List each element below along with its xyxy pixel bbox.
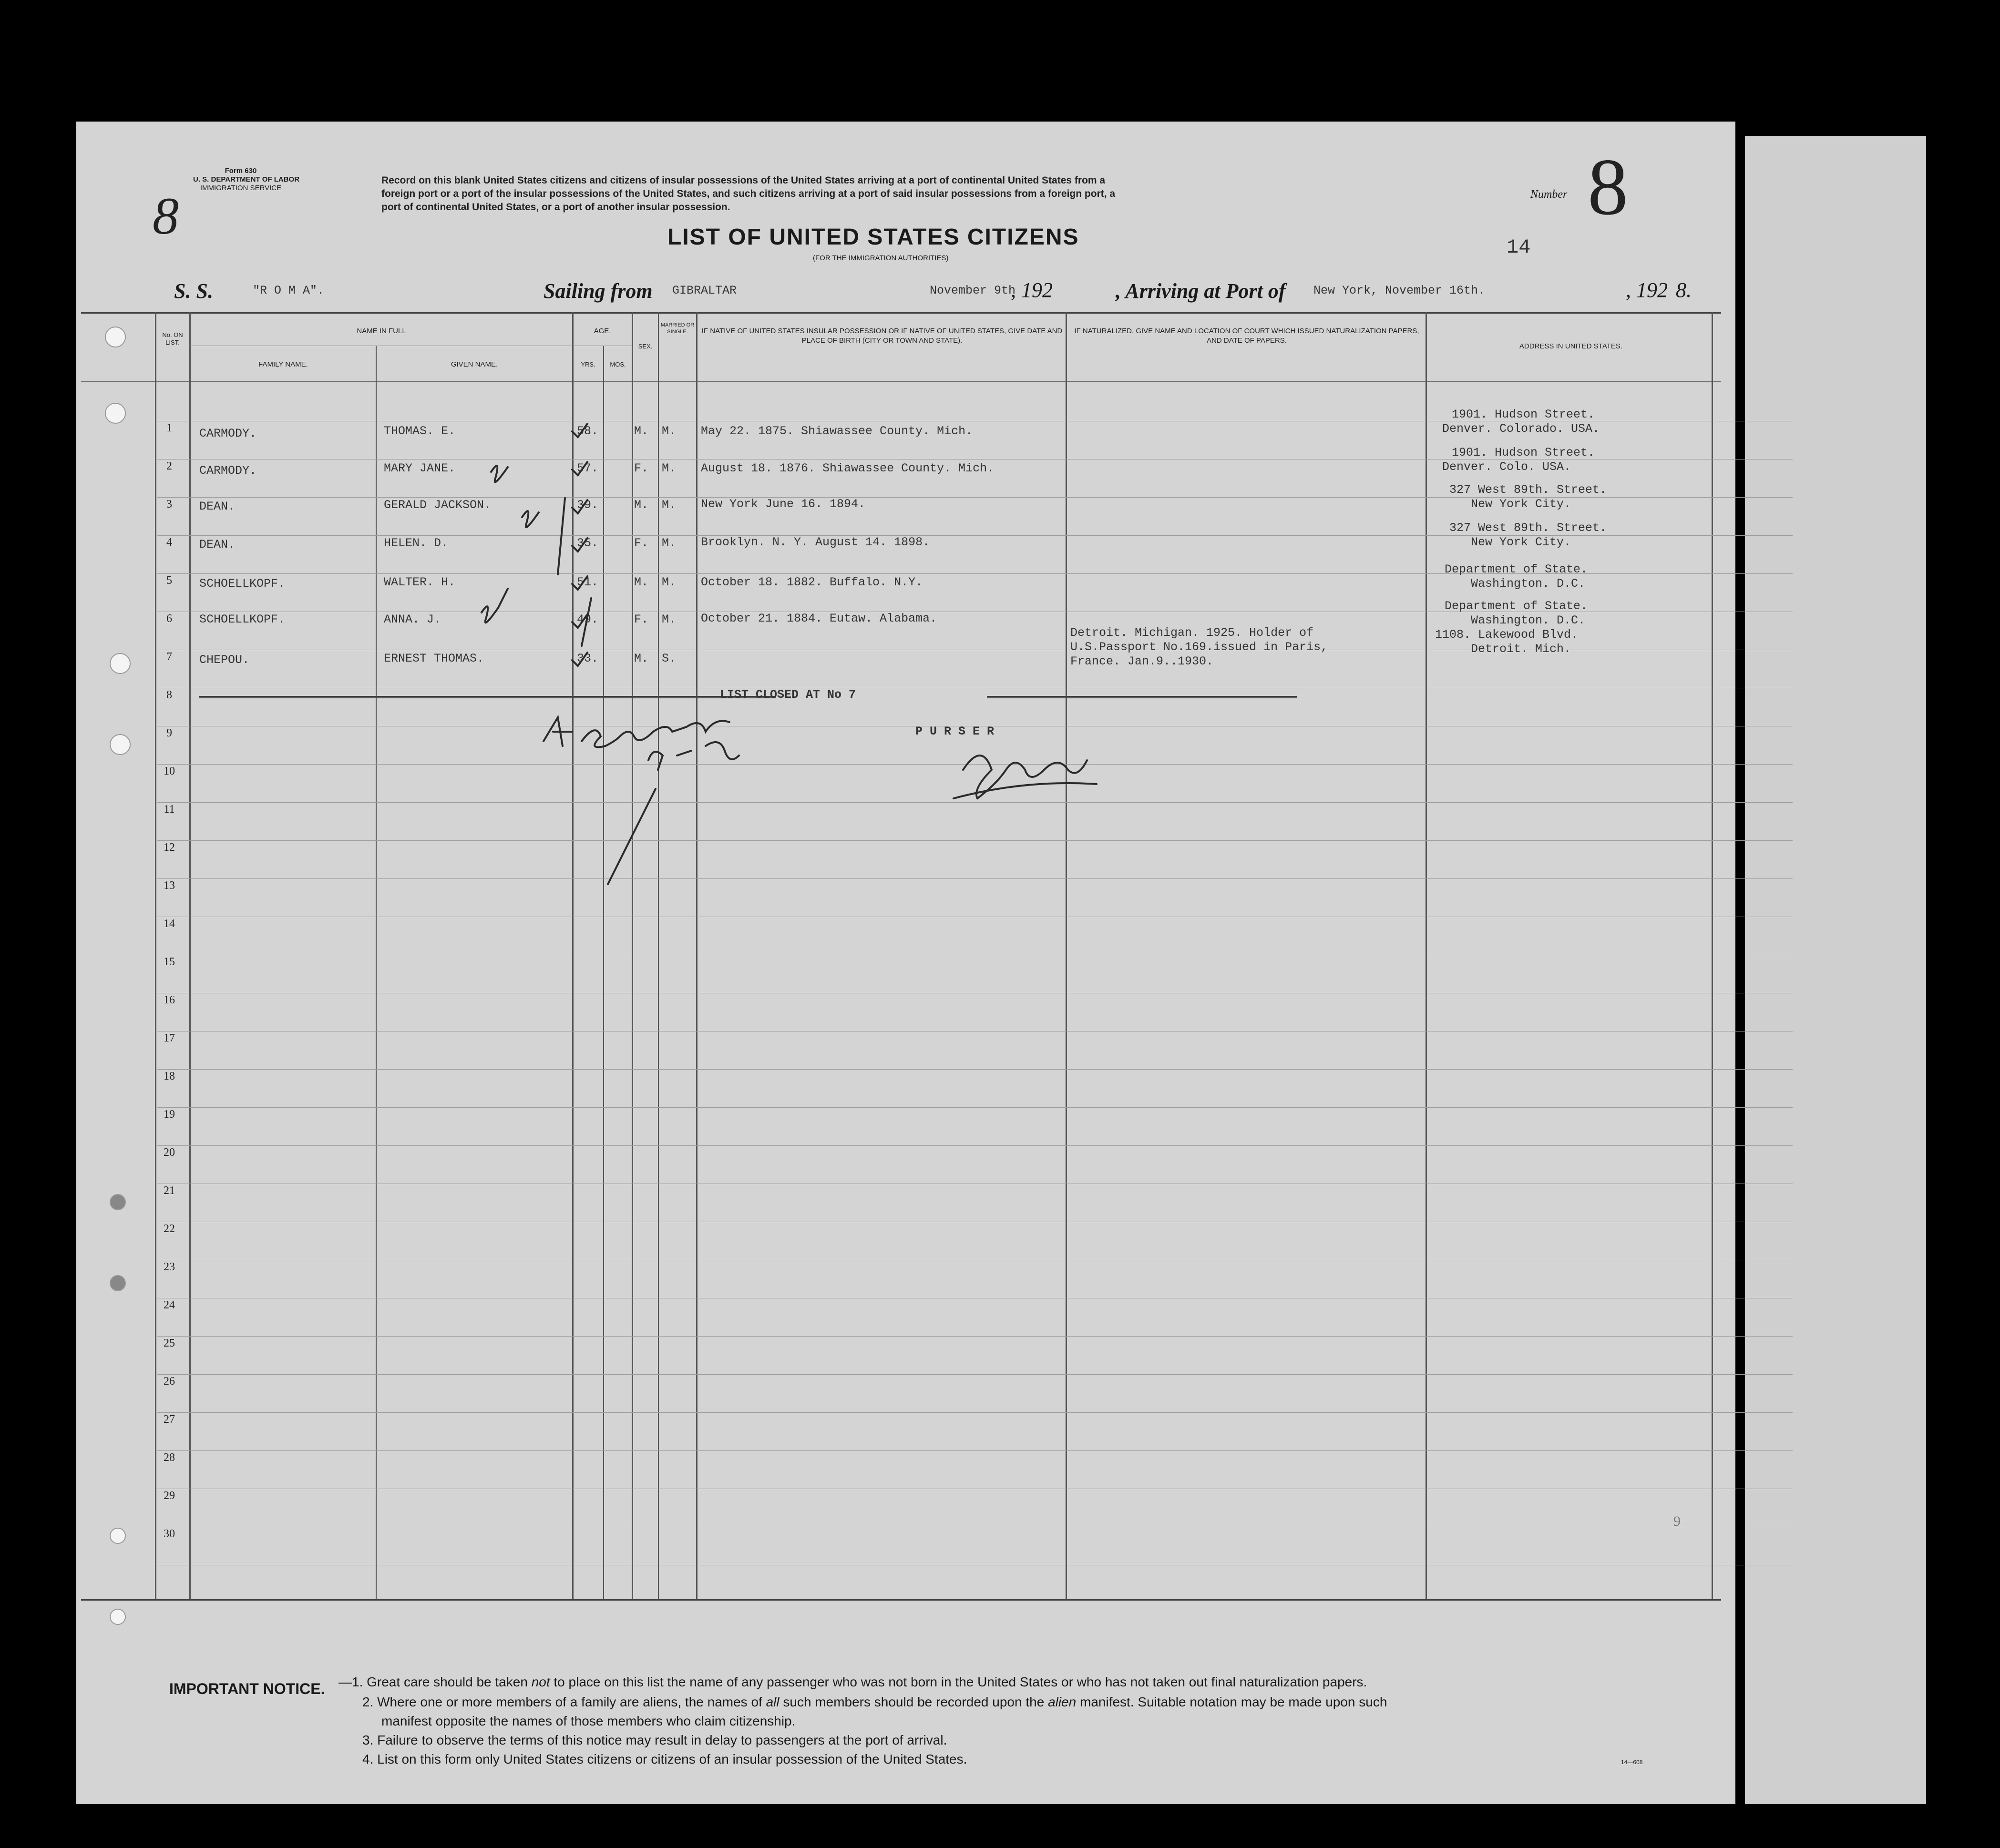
notice-item-2-cont: manifest opposite the names of those members who claim citizenship.	[381, 1714, 796, 1728]
sex: M.	[634, 575, 649, 589]
marital-status: M.	[662, 461, 677, 475]
row-number: 16	[164, 994, 175, 1006]
marital-status: M.	[662, 575, 677, 589]
row-number: 27	[164, 1413, 175, 1426]
row-number: 25	[164, 1337, 175, 1349]
address-line: Denver. Colorado. USA.	[1442, 422, 1600, 436]
row-number: 4	[166, 536, 172, 549]
row-number: 14	[164, 918, 175, 930]
arrival-port-date: New York, November 16th.	[1313, 284, 1486, 297]
sex: F.	[634, 613, 649, 626]
col-header-mos: MOS.	[610, 361, 626, 368]
col-header-yrs: YRS.	[581, 361, 595, 368]
address-line: Department of State.	[1445, 599, 1588, 613]
row-number: 9	[166, 727, 172, 739]
given-name: ERNEST THOMAS.	[384, 652, 484, 665]
row-number: 5	[166, 574, 172, 587]
family-name: DEAN.	[199, 500, 236, 513]
col-header-given: GIVEN NAME.	[451, 360, 498, 368]
row-number: 6	[166, 613, 172, 625]
sex: F.	[634, 461, 649, 475]
year-prefix-2: , 192	[1626, 278, 1668, 302]
check-mark	[572, 500, 587, 513]
page-mark: 8	[153, 187, 179, 245]
row-number: 29	[164, 1490, 175, 1502]
row-number: 20	[164, 1146, 175, 1159]
page-title: LIST OF UNITED STATES CITIZENS	[667, 225, 1079, 250]
check-mark	[572, 462, 587, 475]
row-number: 26	[164, 1375, 175, 1388]
departure-port: GIBRALTAR	[672, 284, 737, 297]
birth-info: October 21. 1884. Eutaw. Alabama.	[701, 612, 937, 625]
birth-info: May 22. 1875. Shiawassee County. Mich.	[701, 424, 973, 438]
given-name: HELEN. D.	[384, 536, 449, 550]
col-header-family: FAMILY NAME.	[258, 360, 308, 368]
number-value: 8	[1588, 142, 1628, 232]
row-number: 13	[164, 879, 175, 892]
address-line: 1901. Hudson Street.	[1452, 408, 1595, 421]
binder-hole	[110, 653, 131, 674]
handwriting-overlay	[76, 122, 1735, 1804]
row-number: 7	[166, 651, 172, 663]
col-header-naturalized: IF NATURALIZED, GIVE NAME AND LOCATION OF COURT WHICH ISSUED NATURALIZATION PAPERS, AND DATE OF PAPERS.	[1074, 327, 1419, 345]
row-number: 19	[164, 1108, 175, 1121]
sailing-date: November 9th	[930, 284, 1016, 297]
age-years: 49.	[577, 613, 599, 626]
row-number: 30	[164, 1528, 175, 1540]
address-line: Denver. Colo. USA.	[1442, 460, 1571, 474]
check-mark	[572, 424, 587, 437]
facing-page-edge	[1745, 136, 1926, 1804]
row-number: 21	[164, 1184, 175, 1197]
address-line: 1108. Lakewood Blvd.	[1435, 628, 1579, 642]
marital-status: M.	[662, 536, 677, 550]
col-header-age: AGE.	[594, 327, 611, 335]
col-header-address: ADDRESS IN UNITED STATES.	[1519, 342, 1623, 350]
form-number: Form 630	[225, 167, 257, 175]
naturalization-line: U.S.Passport No.169.issued in Paris,	[1070, 640, 1328, 654]
col-header-birth: IF NATIVE OF UNITED STATES INSULAR POSSESSION OR IF NATIVE OF UNITED STATES, GIVE DATE AND PLACE OF BIRTH (CITY OR TOWN AND STATE).	[701, 327, 1063, 345]
notice-item-4: 4. List on this form only United States citizens or citizens of an insular possession of the United States.	[362, 1752, 967, 1766]
row-number: 17	[164, 1032, 175, 1044]
sex: M.	[634, 424, 649, 438]
manifest-sheet	[76, 122, 1735, 1804]
family-name: CHEPOU.	[199, 653, 250, 667]
given-name: ANNA. J.	[384, 613, 441, 626]
binder-hole	[105, 327, 126, 347]
form-code: 14—608	[1621, 1759, 1643, 1766]
given-name: WALTER. H.	[384, 575, 456, 589]
col-header-married: MARRIED OR SINGLE.	[660, 322, 695, 335]
number-label: Number	[1530, 188, 1568, 201]
address-line: New York City.	[1471, 497, 1571, 511]
check-mark	[572, 538, 587, 551]
age-years: 39.	[577, 498, 599, 512]
form-department: U. S. DEPARTMENT OF LABOR	[193, 175, 300, 184]
address-line: 327 West 89th. Street.	[1449, 521, 1607, 535]
family-name: CARMODY.	[199, 464, 257, 478]
family-name: SCHOELLKOPF.	[199, 613, 286, 626]
binder-hole	[110, 1528, 126, 1544]
naturalization-line: Detroit. Michigan. 1925. Holder of	[1070, 626, 1314, 640]
notice-item-1: —1. Great care should be taken not to place on this list the name of any passenger who was not born in the United States or who has not taken out final naturalization papers.	[338, 1674, 1367, 1689]
col-header-no: No. ON LIST.	[162, 331, 183, 346]
binder-hole	[105, 403, 126, 424]
notice-item-2: 2. Where one or more members of a family are aliens, the names of all such members should be recorded upon the alien manifest. Suitable notation may be made upon such	[362, 1695, 1387, 1709]
address-line: 327 West 89th. Street.	[1449, 483, 1607, 497]
ship-name: "R O M A".	[253, 284, 325, 297]
address-line: Washington. D.C.	[1471, 577, 1586, 591]
sex: M.	[634, 652, 649, 665]
birth-info: August 18. 1876. Shiawassee County. Mich.	[701, 461, 995, 475]
sailing-label: Sailing from	[544, 279, 653, 303]
row-number: 1	[166, 422, 172, 434]
sex: F.	[634, 536, 649, 550]
binder-hole	[110, 1609, 126, 1625]
address-line: Department of State.	[1445, 562, 1588, 576]
marital-status: M.	[662, 613, 677, 626]
birth-info: October 18. 1882. Buffalo. N.Y.	[701, 575, 923, 589]
age-years: 58.	[577, 424, 599, 438]
birth-info: Brooklyn. N. Y. August 14. 1898.	[701, 535, 930, 549]
given-name: THOMAS. E.	[384, 424, 456, 438]
address-line: Washington. D.C.	[1471, 613, 1586, 627]
sheet-extra-number: 14	[1507, 236, 1531, 259]
page-subtitle: (FOR THE IMMIGRATION AUTHORITIES)	[813, 254, 949, 262]
age-years: 35.	[577, 536, 599, 550]
age-years: 51.	[577, 575, 599, 589]
list-closed-text: LIST CLOSED AT No 7	[720, 688, 856, 702]
row-number: 24	[164, 1299, 175, 1311]
form-service: IMMIGRATION SERVICE	[200, 184, 282, 192]
family-name: CARMODY.	[199, 427, 257, 440]
col-header-name: NAME IN FULL	[357, 327, 406, 335]
year-prefix-1: , 192	[1011, 278, 1053, 302]
address-line: New York City.	[1471, 535, 1571, 549]
family-name: SCHOELLKOPF.	[199, 577, 286, 591]
row-number: 15	[164, 956, 175, 968]
age-years: 57.	[577, 461, 599, 475]
given-name: GERALD JACKSON.	[384, 498, 492, 512]
corner-mark: 9	[1673, 1513, 1681, 1529]
row-number: 22	[164, 1223, 175, 1235]
row-number: 10	[164, 765, 175, 777]
purser-label: P U R S E R	[915, 725, 995, 738]
notice-label: IMPORTANT NOTICE.	[169, 1680, 325, 1697]
record-line-2: foreign port or a port of the insular possessions of the United States, and such citizens arriving at a port of said insular possessions from a foreign port, a	[381, 188, 1116, 199]
binder-hole	[110, 1275, 126, 1291]
address-line: 1901. Hudson Street.	[1452, 446, 1595, 459]
year-suffix: 8.	[1676, 278, 1692, 302]
arriving-label: , Arriving at Port of	[1116, 279, 1286, 303]
family-name: DEAN.	[199, 538, 236, 551]
row-number: 8	[166, 689, 172, 701]
notice-item-3: 3. Failure to observe the terms of this notice may result in delay to passengers at the port of arrival.	[362, 1733, 947, 1747]
binder-hole	[110, 1194, 126, 1210]
age-years: 33.	[577, 652, 599, 665]
marital-status: M.	[662, 424, 677, 438]
record-line-3: port of continental United States, or a port of another insular possession.	[381, 202, 730, 213]
marital-status: S.	[662, 652, 677, 665]
row-number: 23	[164, 1261, 175, 1273]
ss-label: S. S.	[174, 279, 213, 303]
sex: M.	[634, 498, 649, 512]
row-number: 28	[164, 1451, 175, 1464]
row-number: 3	[166, 498, 172, 510]
check-mark	[572, 576, 587, 590]
row-number: 11	[164, 803, 175, 816]
address-line: Detroit. Mich.	[1471, 642, 1571, 656]
marital-status: M.	[662, 498, 677, 512]
row-number: 12	[164, 841, 175, 854]
birth-info: New York June 16. 1894.	[701, 497, 866, 511]
col-header-sex: SEX.	[638, 343, 653, 350]
binder-hole	[110, 734, 131, 755]
record-line-1: Record on this blank United States citizens and citizens of insular possessions of the United States arriving at a port of continental United States from a	[381, 175, 1106, 186]
diagonal-stroke	[608, 789, 656, 884]
naturalization-line: France. Jan.9..1930.	[1070, 654, 1214, 668]
check-mark	[572, 653, 587, 666]
row-number: 18	[164, 1070, 175, 1082]
given-name: MARY JANE.	[384, 461, 456, 475]
row-number: 2	[166, 460, 172, 472]
